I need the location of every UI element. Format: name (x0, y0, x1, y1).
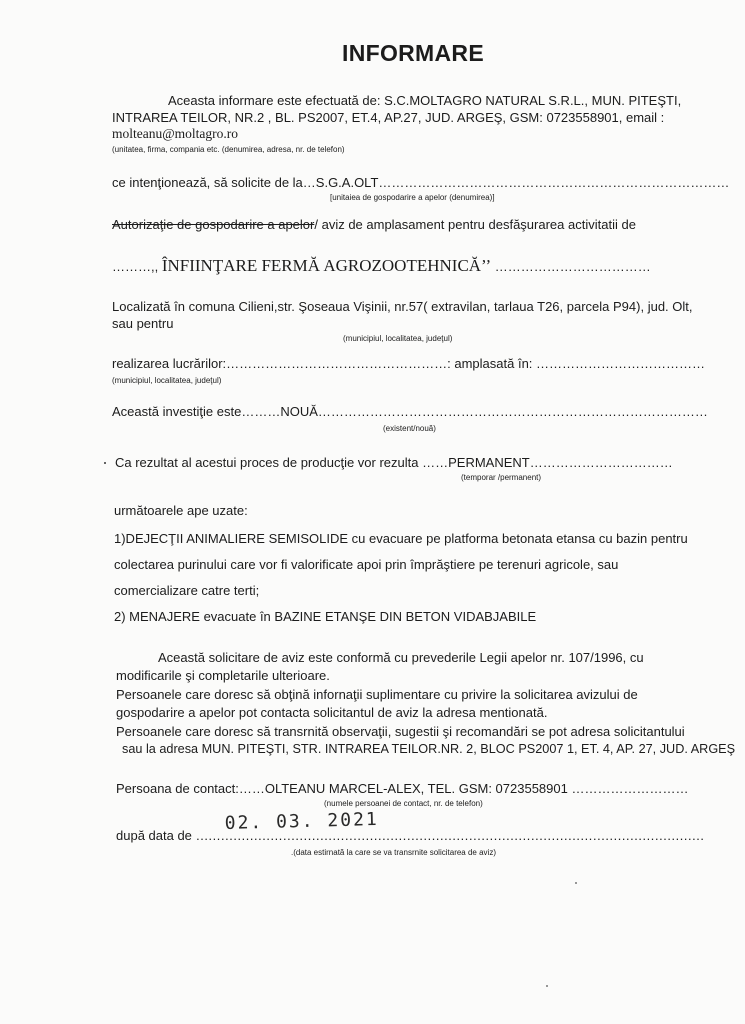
request-line: ce intenţionează, să solicite de la…S.G.A.OLT……………………………………………………………………… (112, 175, 730, 190)
conformity-line-6: sau la adresa MUN. PITEŞTI, STR. INTRAREA TEILOR.NR. 2, BLOC PS2007 1, ET. 4, AP. 27, JUD. ARGEŞ (122, 741, 736, 756)
date-dots: …………………………………………………………………………………………………………… (195, 828, 704, 843)
location-line-2: sau pentru (112, 316, 174, 331)
intro-note: (unitatea, firma, compania etc. (denumirea, adresa, nr. de telefon) (112, 145, 345, 154)
works-note: (municipiul, localitatea, judeţul) (112, 376, 222, 385)
contact-note: (numele persoanei de contact, nr. de telefon) (324, 799, 483, 808)
authorization-rest: / aviz de amplasament pentru desfăşurarea activitatii de (314, 217, 636, 232)
activity-line (112, 256, 651, 276)
wastewater-item-1-line-3: comercializare catre terti; (114, 583, 260, 598)
location-line-1: Localizată în comuna Cilieni,str. Şoseaua Vişinii, nr.57( extravilan, tarlaua T26, parcela P94), jud. Olt, (112, 299, 693, 314)
location-note: (municipiul, localitatea, judeţul) (343, 334, 453, 343)
works-line: realizarea lucrărilor:……………………………………………: amplasată în: ………………………………… (112, 356, 706, 371)
intro-line-2: INTRAREA TEILOR, NR.2 , BL. PS2007, ET.4, AP.27, JUD. ARGEŞ, GSM: 0723558901, email : (112, 110, 665, 125)
contact-line: Persoana de contact:……OLTEANU MARCEL-ALEX, TEL. GSM: 0723558901 ……………………… (116, 781, 689, 796)
activity-name: ÎNFIINŢARE FERMĂ AGROZOOTEHNICĂ’’ (161, 256, 492, 275)
activity-suffix: ……………………………… (491, 259, 651, 274)
investment-line: Această investiţie este………NOUĂ……………………………………………………………………………… (112, 404, 708, 419)
conformity-line-1: Această solicitare de aviz este conformă cu prevederile Legii apelor nr. 107/1996, cu (158, 650, 644, 665)
wastewater-item-2: 2) MENAJERE evacuate în BAZINE ETANŞE DIN BETON VIDABJABILE (114, 609, 537, 624)
handwritten-date: 02. 03. 2021 (224, 808, 379, 834)
wastewater-item-1-line-2: colectarea purinului care vor fi valorificate apoi prin împrăştiere pe terenuri agricole, sau (114, 557, 619, 572)
request-note: [unitaiea de gospodarire a apelor (denumirea)] (330, 193, 495, 202)
wastewater-heading: următoarele ape uzate: (114, 503, 248, 518)
activity-prefix: ………,, (112, 259, 162, 274)
document-title: INFORMARE (342, 40, 484, 66)
date-line (116, 828, 704, 843)
conformity-line-2: modificarile şi completarile ulterioare. (116, 668, 330, 683)
authorization-struck: Autorizaţie de gospodarire a apelor (112, 217, 315, 232)
result-note: (temporar /permanent) (461, 473, 542, 482)
result-line: Ca rezultat al acestui proces de producţie vor rezulta ……PERMANENT…………………………… (115, 455, 673, 470)
date-label: după data de (116, 828, 192, 843)
scan-speck (546, 985, 548, 987)
conformity-line-3: Persoanele care doresc să obţină infornaţii suplimentare cu privire la solicitarea avizului de (116, 687, 638, 702)
date-note: .(data estirnată la care se va transrnite solicitarea de aviz) (291, 848, 496, 857)
scan-speck (575, 882, 577, 884)
conformity-line-5: Persoanele care doresc să transrnită observaţii, sugestii şi recomandări se pot adresa solicitantului (116, 724, 685, 739)
investment-note: (existent/nouă) (383, 424, 436, 433)
intro-line-1: Aceasta informare este efectuată de: S.C.MOLTAGRO NATURAL S.R.L., MUN. PITEŞTI, (168, 93, 682, 108)
authorization-line (112, 217, 636, 232)
intro-email: molteanu@moltagro.ro (112, 126, 239, 141)
wastewater-item-1-line-1: 1)DEJECŢII ANIMALIERE SEMISOLIDE cu evacuare pe platforma betonata etansa cu bazin pentru (114, 531, 688, 546)
margin-dot (104, 462, 106, 464)
conformity-line-4: gospodarire a apelor pot contacta solicitantul de aviz la adresa mentionată. (116, 705, 548, 720)
